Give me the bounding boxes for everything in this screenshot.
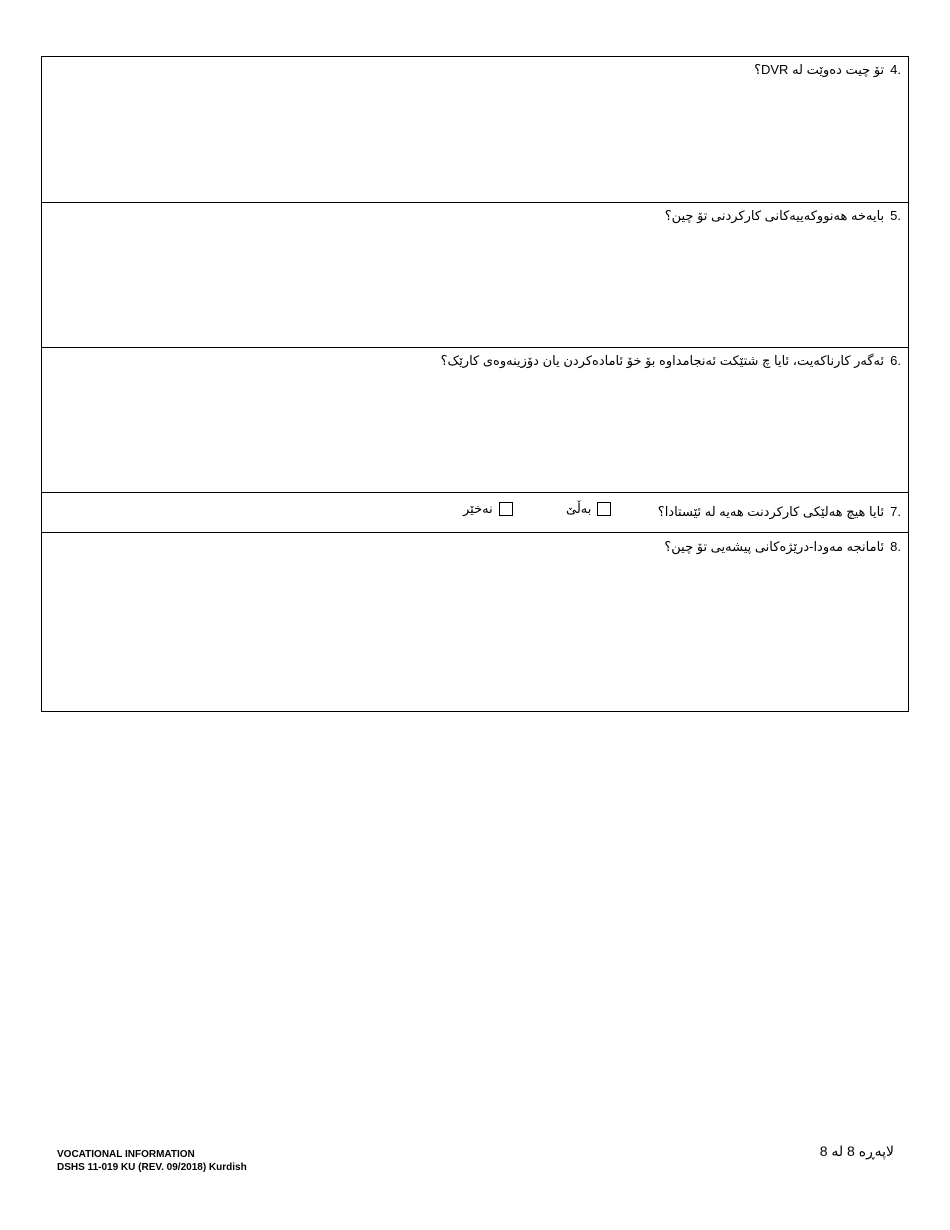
yes-option[interactable] [566, 501, 611, 517]
form-id: DSHS 11-019 KU (REV. 09/2018) Kurdish [57, 1162, 247, 1173]
question-text: ئامانجە مەودا-درێژەکانی پیشەیی تۆ چین؟ [664, 539, 885, 554]
question-number: 4. [890, 62, 901, 77]
question-4 [754, 62, 901, 78]
question-row-7 [42, 493, 908, 533]
question-row-6 [42, 348, 908, 493]
question-text: تۆ چیت دەوێت لە DVR؟ [754, 62, 885, 77]
page-number: لاپەڕە 8 لە 8 [819, 1143, 894, 1159]
question-row-5 [42, 203, 908, 348]
questionnaire-table [41, 56, 909, 712]
question-row-4 [42, 57, 908, 203]
question-number: 8. [890, 539, 901, 554]
question-5 [665, 208, 901, 224]
no-option[interactable] [463, 501, 513, 517]
question-text: ئایا هیچ هەلێکی کارکردنت هەیە لە ئێستادا؟ [657, 504, 885, 519]
yes-label: بەڵێ [566, 501, 592, 516]
question-row-8 [42, 533, 908, 711]
question-text: بایەخە هەنووکەییەکانی کارکردنی تۆ چین؟ [664, 208, 885, 223]
yes-checkbox[interactable] [597, 502, 611, 516]
question-7 [658, 504, 901, 520]
question-number: 6. [890, 353, 901, 368]
no-checkbox[interactable] [499, 502, 513, 516]
question-number: 7. [890, 504, 901, 519]
form-title: VOCATIONAL INFORMATION [57, 1149, 195, 1160]
question-text: ئەگەر کارناکەیت، ئایا چ شتێکت ئەنجامداوە بۆ خۆ ئامادەکردن یان دۆزینەوەی کارێک؟ [440, 353, 885, 368]
no-label: نەخێر [463, 501, 493, 516]
form-footer [57, 1148, 247, 1174]
question-6 [441, 353, 901, 369]
question-8 [664, 539, 901, 555]
question-number: 5. [890, 208, 901, 223]
